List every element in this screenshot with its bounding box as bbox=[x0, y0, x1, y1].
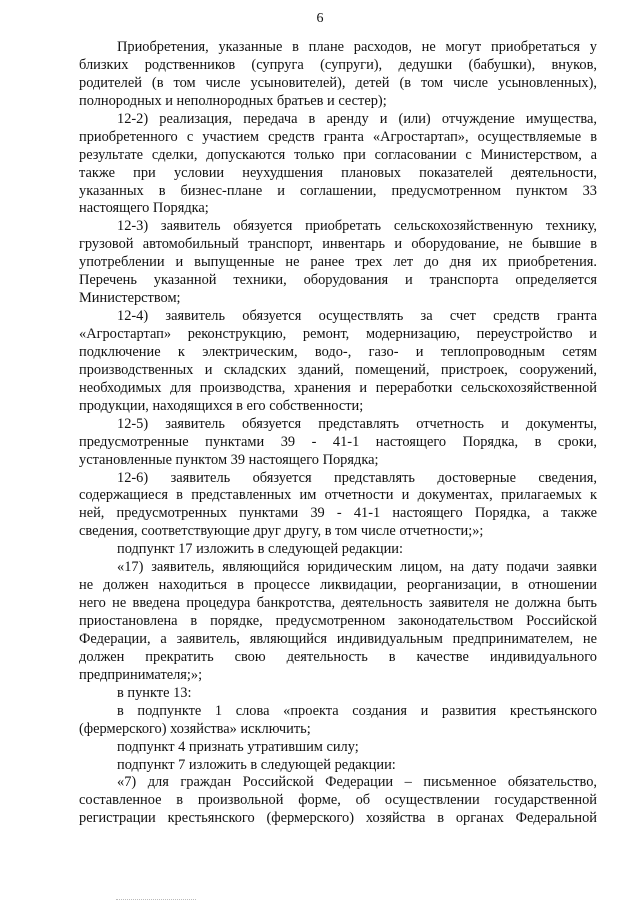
text-line: результате сделки, допускаются только при согласовании с Министерством, а bbox=[79, 146, 597, 163]
text-line: 12-4) заявитель обязуется осуществлять за счет средств гранта bbox=[117, 308, 597, 325]
text-line: 12-6) заявитель обязуется представлять достоверные сведения, bbox=[117, 469, 597, 486]
text-line: необходимых для производства, хранения и переработки сельскохозяйственной bbox=[79, 379, 597, 396]
text-line: «Агростартап» реконструкцию, ремонт, модернизацию, переустройство и bbox=[79, 326, 597, 342]
text-line: также при условии неухудшения плановых показателей деятельности, bbox=[79, 164, 597, 181]
text-line: употреблении и выпущенные не ранее трех лет до дня их приобретения. bbox=[79, 254, 597, 271]
text-line: не должен находиться в процессе ликвидации, реорганизации, в отношении bbox=[79, 577, 597, 594]
text-line: «7) для граждан Российской Федерации – письменное обязательство, bbox=[117, 774, 597, 791]
text-line: Федерации, а заявитель, являющийся индивидуальным предпринимателем, не bbox=[79, 630, 597, 647]
text-line: 12-5) заявитель обязуется представлять отчетность и документы, bbox=[117, 415, 597, 432]
text-line: подпункт 4 признать утратившим силу; bbox=[117, 738, 359, 755]
text-line: подключение к электрическим, водо-, газо- и теплопроводным сетям bbox=[79, 343, 597, 360]
text-line: (фермерского) хозяйства» исключить; bbox=[79, 720, 311, 737]
text-line: Министерством; bbox=[79, 290, 181, 307]
text-line: предусмотренные пунктами 39 - 41-1 настоящего Порядка, в сроки, bbox=[79, 433, 597, 450]
text-line: близких родственников (супруга (супруги), дедушки (бабушки), внуков, bbox=[79, 56, 597, 73]
text-line: полнородных и неполнородных братьев и сестер); bbox=[79, 92, 387, 109]
text-line: Приобретения, указанные в плане расходов, не могут приобретаться у bbox=[117, 39, 597, 55]
text-line: производственных и складских зданий, помещений, пристроек, сооружений, bbox=[79, 361, 597, 378]
text-line: «17) заявитель, являющийся юридическим лицом, на дату подачи заявки bbox=[117, 559, 597, 576]
text-line: него не введена процедура банкротства, деятельность заявителя не должна быть bbox=[79, 595, 597, 612]
text-line: составленное в произвольной форме, об осуществлении государственной bbox=[79, 792, 597, 809]
text-line: родителей (в том числе усыновителей), детей (в том числе усыновленных), bbox=[79, 74, 597, 91]
text-line: регистрации крестьянского (фермерского) хозяйства в органах Федеральной bbox=[79, 810, 597, 827]
document-body bbox=[79, 39, 597, 828]
text-line: указанных в бизнес-плане и соглашении, предусмотренном пунктом 33 bbox=[79, 182, 597, 199]
text-line: должен прекратить свою деятельность в качестве индивидуального bbox=[79, 648, 597, 665]
text-line: в пункте 13: bbox=[117, 684, 192, 701]
text-line: грузовой автомобильный транспорт, инвентарь и оборудование, не бывшие в bbox=[79, 236, 597, 253]
text-line: подпункт 17 изложить в следующей редакции: bbox=[117, 541, 403, 558]
text-line: 12-3) заявитель обязуется приобретать сельскохозяйственную технику, bbox=[117, 218, 597, 235]
text-line: продукции, находящихся в его собственности; bbox=[79, 397, 364, 414]
text-line: приостановлена в порядке, предусмотренном законодательством Российской bbox=[79, 613, 597, 629]
text-line: установленные пунктом 39 настоящего Порядка; bbox=[79, 451, 379, 468]
text-line: приобретенного с участием средств гранта «Агростартап», осуществляемые в bbox=[79, 128, 597, 145]
text-line: сведения, соответствующие друг другу, в том числе отчетности;»; bbox=[79, 523, 484, 540]
text-line: подпункт 7 изложить в следующей редакции: bbox=[117, 756, 396, 773]
text-line: предпринимателя;»; bbox=[79, 666, 203, 683]
text-line: ней, предусмотренных пунктами 39 - 41-1 настоящего Порядка, а также bbox=[79, 505, 597, 522]
text-line: 12-2) реализация, передача в аренду и (или) отчуждение имущества, bbox=[117, 110, 597, 127]
text-line: настоящего Порядка; bbox=[79, 200, 209, 217]
page-number: 6 bbox=[316, 11, 324, 26]
text-line: в подпункте 1 слова «проекта создания и развития крестьянского bbox=[117, 702, 597, 719]
text-line: содержащиеся в представленных им отчетности и документах, прилагаемых к bbox=[79, 487, 597, 504]
scan-footer-mark bbox=[116, 899, 196, 901]
text-line: Перечень указанной техники, оборудования и транспорта определяется bbox=[79, 272, 597, 289]
